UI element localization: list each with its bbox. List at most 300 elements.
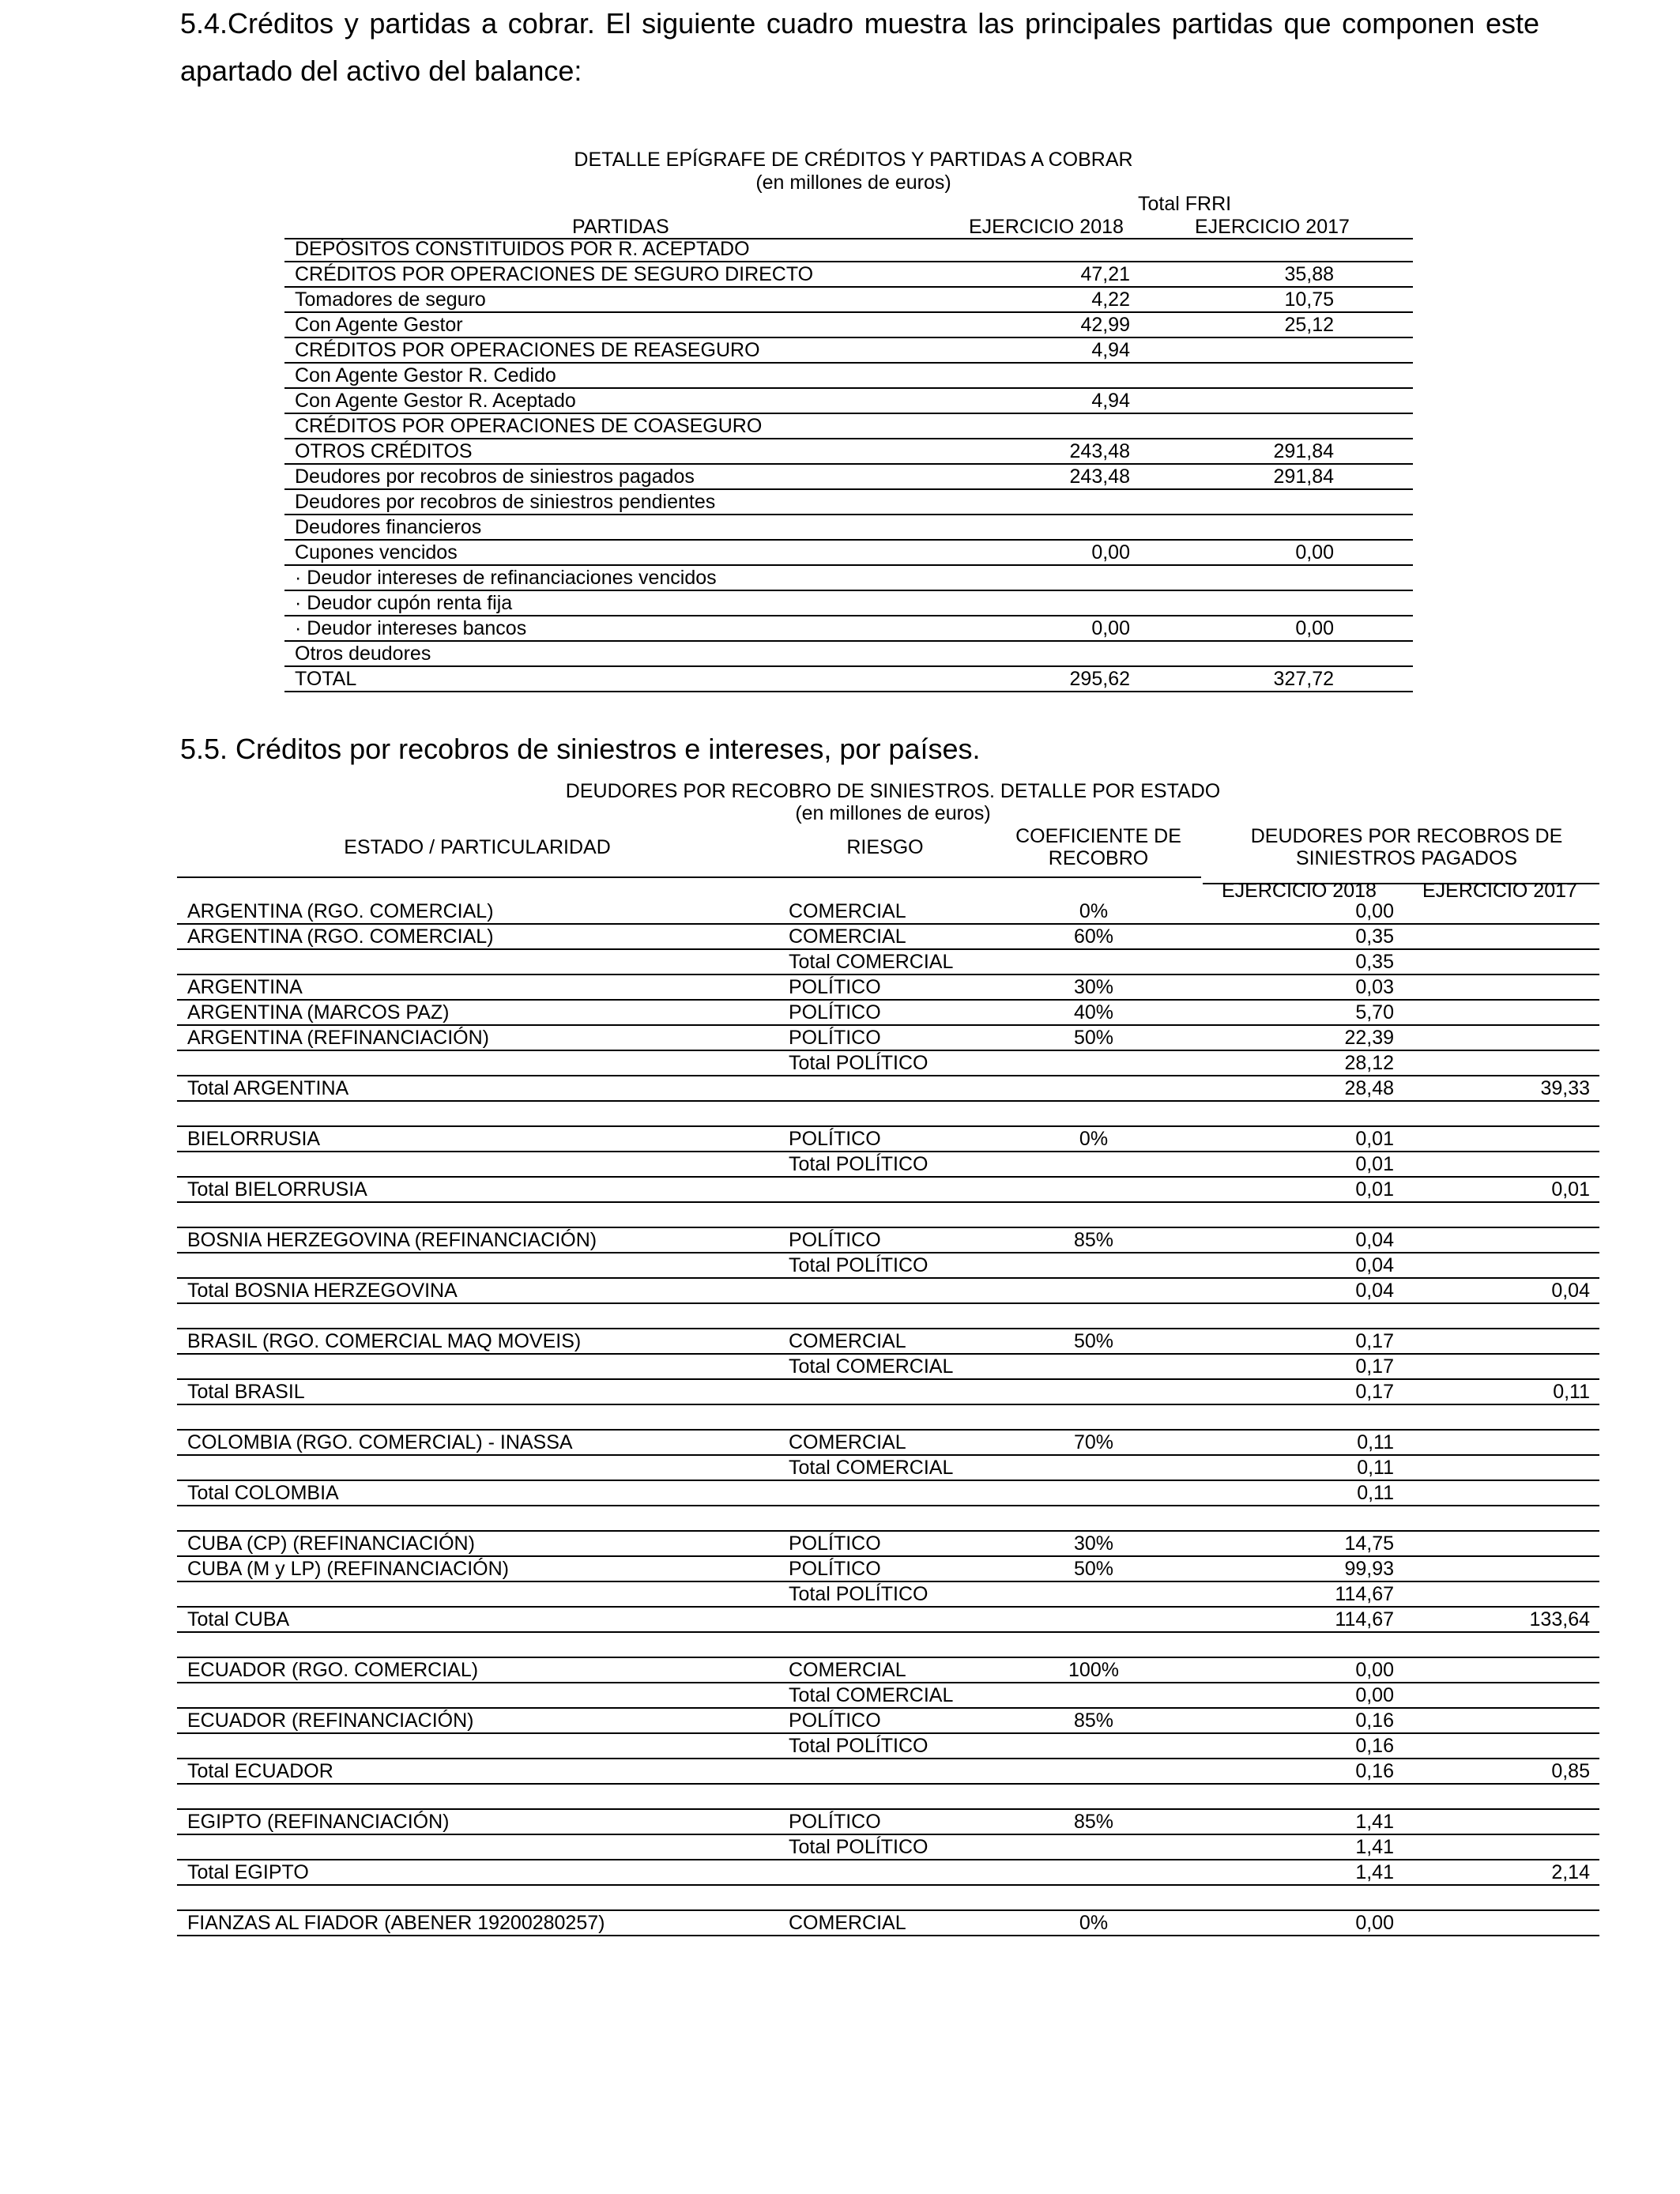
empty-cell [999, 1101, 1188, 1126]
estado-label: CUBA (M y LP) (REFINANCIACIÓN) [177, 1556, 781, 1581]
ejercicio-2017-value: 39,33 [1426, 1076, 1599, 1101]
table-row [177, 1531, 1599, 1556]
riesgo-label: POLÍTICO [781, 1708, 999, 1733]
estado-label: FIANZAS AL FIADOR (ABENER 19200280257) [177, 1910, 781, 1936]
ejercicio-2017-value: 2,14 [1426, 1860, 1599, 1885]
ejercicio-2018-value: 42,99 [972, 312, 1241, 337]
empty-cell [1188, 1101, 1426, 1126]
table-row [284, 616, 1413, 641]
ejercicio-2017-value: 291,84 [1241, 464, 1413, 489]
table1-title: DETALLE EPÍGRAFE DE CRÉDITOS Y PARTIDAS A COBRAR [574, 149, 1133, 171]
table2-subtitle: (en millones de euros) [795, 802, 991, 824]
ejercicio-2018-value: 0,16 [1188, 1759, 1426, 1784]
section-5-4-heading: 5.4.Créditos y partidas a cobrar. El siguiente cuadro muestra las principales partidas que componen este apartado del activo del balance: [180, 7, 1539, 87]
ejercicio-2018-value: 4,94 [972, 388, 1241, 413]
riesgo-label: Total POLÍTICO [781, 1581, 999, 1607]
ejercicio-2017-value [1426, 1834, 1599, 1860]
table-row [177, 899, 1599, 924]
ejercicio-2017-value [1426, 899, 1599, 924]
coeficiente-value: 85% [999, 1708, 1188, 1733]
table-row [177, 1683, 1599, 1708]
empty-cell [177, 1404, 781, 1430]
coeficiente-value [999, 1354, 1188, 1379]
deudores-table [177, 899, 1599, 1936]
ejercicio-2017-value [1426, 1430, 1599, 1455]
empty-cell [999, 1202, 1188, 1227]
riesgo-label: Total POLÍTICO [781, 1050, 999, 1076]
table-row [284, 565, 1413, 590]
table-row [284, 540, 1413, 565]
riesgo-label [781, 1278, 999, 1303]
riesgo-label: POLÍTICO [781, 1126, 999, 1152]
riesgo-label: COMERCIAL [781, 924, 999, 949]
empty-cell [1426, 1101, 1599, 1126]
table-row [284, 237, 1413, 262]
riesgo-label: Total COMERCIAL [781, 1683, 999, 1708]
estado-label [177, 949, 781, 974]
empty-cell [1188, 1885, 1426, 1910]
table-row [177, 1050, 1599, 1076]
coeficiente-value: 30% [999, 974, 1188, 1000]
ejercicio-2017-value [1426, 1581, 1599, 1607]
riesgo-label: COMERCIAL [781, 1329, 999, 1354]
estado-label: EGIPTO (REFINANCIACIÓN) [177, 1809, 781, 1834]
partida-label: Deudores financieros [284, 515, 972, 540]
riesgo-label [781, 1177, 999, 1202]
partida-label: Otros deudores [284, 641, 972, 666]
coeficiente-value: 100% [999, 1657, 1188, 1683]
ejercicio-2018-value: 0,04 [1188, 1253, 1426, 1278]
empty-cell [1426, 1303, 1599, 1329]
table-row [177, 1759, 1599, 1784]
coeficiente-value [999, 1253, 1188, 1278]
ejercicio-2017-value [1426, 1683, 1599, 1708]
estado-label [177, 1253, 781, 1278]
table-row [284, 666, 1413, 692]
estado-label: Total CUBA [177, 1607, 781, 1632]
empty-cell [1188, 1404, 1426, 1430]
table-row [284, 439, 1413, 464]
coeficiente-value [999, 1152, 1188, 1177]
ejercicio-2018-value: 243,48 [972, 464, 1241, 489]
estado-label [177, 1683, 781, 1708]
empty-cell [999, 1404, 1188, 1430]
estado-label: Total ECUADOR [177, 1759, 781, 1784]
ejercicio-2018-value: 0,16 [1188, 1733, 1426, 1759]
coeficiente-value: 30% [999, 1531, 1188, 1556]
ejercicio-2018-value: 14,75 [1188, 1531, 1426, 1556]
riesgo-label: POLÍTICO [781, 1531, 999, 1556]
estado-label: Total COLOMBIA [177, 1480, 781, 1506]
section-5-5-heading: 5.5. Créditos por recobros de siniestros e intereses, por países. [180, 733, 981, 765]
empty-cell [1426, 1404, 1599, 1430]
table-row [284, 413, 1413, 439]
empty-cell [781, 1404, 999, 1430]
ejercicio-2017-value [1241, 363, 1413, 388]
ejercicio-2018-value: 1,41 [1188, 1860, 1426, 1885]
table2-col-estado: ESTADO / PARTICULARIDAD [344, 836, 611, 858]
ejercicio-2017-value [1241, 388, 1413, 413]
ejercicio-2017-value: 291,84 [1241, 439, 1413, 464]
riesgo-label [781, 1076, 999, 1101]
coeficiente-value: 0% [999, 1910, 1188, 1936]
coeficiente-value [999, 1278, 1188, 1303]
partida-label: CRÉDITOS POR OPERACIONES DE COASEGURO [284, 413, 972, 439]
table-row [177, 1076, 1599, 1101]
empty-cell [177, 1784, 781, 1809]
ejercicio-2018-value: 295,62 [972, 666, 1241, 692]
empty-cell [781, 1632, 999, 1657]
coeficiente-value [999, 1480, 1188, 1506]
coeficiente-value: 60% [999, 924, 1188, 949]
ejercicio-2017-value [1426, 974, 1599, 1000]
ejercicio-2017-value [1426, 1050, 1599, 1076]
ejercicio-2018-value: 114,67 [1188, 1607, 1426, 1632]
estado-label [177, 1354, 781, 1379]
spacer-row [177, 1202, 1599, 1227]
ejercicio-2017-value [1426, 1354, 1599, 1379]
table-row [284, 287, 1413, 312]
spacer-row [177, 1303, 1599, 1329]
empty-cell [1188, 1632, 1426, 1657]
spacer-row [177, 1784, 1599, 1809]
ejercicio-2018-value: 1,41 [1188, 1834, 1426, 1860]
ejercicio-2017-value [1426, 1809, 1599, 1834]
table2-col-2018: EJERCICIO 2018 [1222, 880, 1377, 902]
table1-subtitle: (en millones de euros) [755, 172, 951, 194]
partida-label: CRÉDITOS POR OPERACIONES DE SEGURO DIRECTO [284, 262, 972, 287]
empty-cell [1188, 1784, 1426, 1809]
ejercicio-2017-value: 0,01 [1426, 1177, 1599, 1202]
riesgo-label [781, 1860, 999, 1885]
spacer-row [177, 1101, 1599, 1126]
partida-label: Deudores por recobros de siniestros pagados [284, 464, 972, 489]
coeficiente-value [999, 1076, 1188, 1101]
ejercicio-2017-value: 25,12 [1241, 312, 1413, 337]
ejercicio-2018-value: 0,00 [1188, 1657, 1426, 1683]
coeficiente-value: 0% [999, 899, 1188, 924]
ejercicio-2017-value [1426, 1531, 1599, 1556]
empty-cell [781, 1202, 999, 1227]
ejercicio-2017-value: 0,85 [1426, 1759, 1599, 1784]
estado-label: ARGENTINA (RGO. COMERCIAL) [177, 924, 781, 949]
ejercicio-2018-value: 4,22 [972, 287, 1241, 312]
empty-cell [177, 1303, 781, 1329]
empty-cell [177, 1506, 781, 1531]
riesgo-label: COMERCIAL [781, 1657, 999, 1683]
riesgo-label: Total POLÍTICO [781, 1253, 999, 1278]
ejercicio-2017-value [1426, 1253, 1599, 1278]
table-row [177, 1708, 1599, 1733]
ejercicio-2017-value: 35,88 [1241, 262, 1413, 287]
ejercicio-2018-value [972, 237, 1241, 262]
table-row [177, 924, 1599, 949]
empty-cell [999, 1784, 1188, 1809]
ejercicio-2018-value: 0,16 [1188, 1708, 1426, 1733]
estado-label: BRASIL (RGO. COMERCIAL MAQ MOVEIS) [177, 1329, 781, 1354]
ejercicio-2017-value: 0,00 [1241, 616, 1413, 641]
partida-label: DEPÓSITOS CONSTITUIDOS POR R. ACEPTADO [284, 237, 972, 262]
empty-cell [999, 1303, 1188, 1329]
table1-group-header: Total FRRI [1138, 193, 1232, 215]
ejercicio-2018-value: 28,48 [1188, 1076, 1426, 1101]
empty-cell [999, 1885, 1188, 1910]
table-row [177, 1379, 1599, 1404]
table2-col-riesgo: RIESGO [846, 836, 924, 858]
table-row [177, 1126, 1599, 1152]
spacer-row [177, 1632, 1599, 1657]
riesgo-label: POLÍTICO [781, 1227, 999, 1253]
table-row [177, 1480, 1599, 1506]
ejercicio-2018-value: 4,94 [972, 337, 1241, 363]
coeficiente-value [999, 1759, 1188, 1784]
empty-cell [177, 1632, 781, 1657]
ejercicio-2017-value [1241, 590, 1413, 616]
riesgo-label: POLÍTICO [781, 974, 999, 1000]
riesgo-label [781, 1379, 999, 1404]
ejercicio-2018-value: 0,11 [1188, 1430, 1426, 1455]
estado-label: Total EGIPTO [177, 1860, 781, 1885]
partida-label: · Deudor intereses de refinanciaciones vencidos [284, 565, 972, 590]
partida-label: Tomadores de seguro [284, 287, 972, 312]
riesgo-label: POLÍTICO [781, 1025, 999, 1050]
table-row [284, 464, 1413, 489]
table2-col-deudores: DEUDORES POR RECOBROS DE SINIESTROS PAGADOS [1250, 825, 1563, 869]
table-row [284, 312, 1413, 337]
empty-cell [1426, 1784, 1599, 1809]
estado-label: Total BIELORRUSIA [177, 1177, 781, 1202]
partida-label: OTROS CRÉDITOS [284, 439, 972, 464]
ejercicio-2018-value [972, 363, 1241, 388]
ejercicio-2017-value [1241, 515, 1413, 540]
riesgo-label: Total POLÍTICO [781, 1834, 999, 1860]
partida-label: CRÉDITOS POR OPERACIONES DE REASEGURO [284, 337, 972, 363]
ejercicio-2018-value: 243,48 [972, 439, 1241, 464]
riesgo-label: COMERCIAL [781, 1910, 999, 1936]
table-row [177, 974, 1599, 1000]
ejercicio-2017-value [1426, 1556, 1599, 1581]
ejercicio-2017-value [1241, 413, 1413, 439]
ejercicio-2018-value: 0,03 [1188, 974, 1426, 1000]
empty-cell [999, 1506, 1188, 1531]
riesgo-label: Total COMERCIAL [781, 1354, 999, 1379]
ejercicio-2018-value: 0,04 [1188, 1278, 1426, 1303]
table-row [177, 1657, 1599, 1683]
ejercicio-2017-value [1426, 1000, 1599, 1025]
riesgo-label [781, 1480, 999, 1506]
riesgo-label: COMERCIAL [781, 899, 999, 924]
table2-col-coeficiente: COEFICIENTE DE RECOBRO [1015, 825, 1181, 869]
empty-cell [1188, 1202, 1426, 1227]
ejercicio-2017-value [1426, 924, 1599, 949]
estado-label: Total ARGENTINA [177, 1076, 781, 1101]
partida-label: Cupones vencidos [284, 540, 972, 565]
table-row [177, 1354, 1599, 1379]
coeficiente-value: 40% [999, 1000, 1188, 1025]
coeficiente-value [999, 1379, 1188, 1404]
estado-label: Total BOSNIA HERZEGOVINA [177, 1278, 781, 1303]
coeficiente-value [999, 1607, 1188, 1632]
table-row [177, 949, 1599, 974]
coeficiente-value: 50% [999, 1556, 1188, 1581]
table-row [177, 1152, 1599, 1177]
riesgo-label: Total POLÍTICO [781, 1733, 999, 1759]
ejercicio-2018-value: 1,41 [1188, 1809, 1426, 1834]
ejercicio-2017-value [1426, 1455, 1599, 1480]
ejercicio-2018-value: 0,01 [1188, 1126, 1426, 1152]
table2-title: DEUDORES POR RECOBRO DE SINIESTROS. DETALLE POR ESTADO [565, 780, 1221, 802]
spacer-row [177, 1404, 1599, 1430]
ejercicio-2018-value [972, 641, 1241, 666]
ejercicio-2017-value [1426, 1126, 1599, 1152]
estado-label [177, 1733, 781, 1759]
riesgo-label [781, 1759, 999, 1784]
estado-label: ARGENTINA [177, 974, 781, 1000]
ejercicio-2018-value: 0,01 [1188, 1152, 1426, 1177]
table-row [284, 590, 1413, 616]
estado-label: ARGENTINA (MARCOS PAZ) [177, 1000, 781, 1025]
ejercicio-2018-value: 0,00 [972, 540, 1241, 565]
table-row [177, 1177, 1599, 1202]
coeficiente-value [999, 1733, 1188, 1759]
ejercicio-2018-value: 99,93 [1188, 1556, 1426, 1581]
table-row [177, 1809, 1599, 1834]
riesgo-label: COMERCIAL [781, 1430, 999, 1455]
ejercicio-2018-value: 0,35 [1188, 949, 1426, 974]
empty-cell [1188, 1506, 1426, 1531]
estado-label: BOSNIA HERZEGOVINA (REFINANCIACIÓN) [177, 1227, 781, 1253]
table-row [177, 1860, 1599, 1885]
empty-cell [781, 1885, 999, 1910]
empty-cell [1188, 1303, 1426, 1329]
ejercicio-2018-value: 0,11 [1188, 1480, 1426, 1506]
table-row [177, 1430, 1599, 1455]
empty-cell [781, 1506, 999, 1531]
riesgo-label: Total COMERCIAL [781, 949, 999, 974]
ejercicio-2018-value: 0,04 [1188, 1227, 1426, 1253]
ejercicio-2017-value [1241, 337, 1413, 363]
coeficiente-value [999, 1177, 1188, 1202]
estado-label: ECUADOR (REFINANCIACIÓN) [177, 1708, 781, 1733]
partida-label: Con Agente Gestor R. Aceptado [284, 388, 972, 413]
empty-cell [781, 1784, 999, 1809]
estado-label [177, 1455, 781, 1480]
table-row [284, 337, 1413, 363]
coeficiente-value [999, 1050, 1188, 1076]
table-row [177, 1834, 1599, 1860]
ejercicio-2018-value: 0,17 [1188, 1379, 1426, 1404]
ejercicio-2018-value [972, 565, 1241, 590]
ejercicio-2018-value: 47,21 [972, 262, 1241, 287]
estado-label: COLOMBIA (RGO. COMERCIAL) - INASSA [177, 1430, 781, 1455]
coeficiente-value [999, 1683, 1188, 1708]
table-row [177, 1733, 1599, 1759]
estado-label: ARGENTINA (REFINANCIACIÓN) [177, 1025, 781, 1050]
partida-label: · Deudor cupón renta fija [284, 590, 972, 616]
riesgo-label: Total POLÍTICO [781, 1152, 999, 1177]
ejercicio-2017-value: 327,72 [1241, 666, 1413, 692]
table-row [284, 489, 1413, 515]
partida-label: TOTAL [284, 666, 972, 692]
ejercicio-2017-value: 0,11 [1426, 1379, 1599, 1404]
ejercicio-2017-value [1241, 489, 1413, 515]
ejercicio-2017-value [1426, 1152, 1599, 1177]
empty-cell [1426, 1202, 1599, 1227]
ejercicio-2017-value [1241, 565, 1413, 590]
estado-label: ECUADOR (RGO. COMERCIAL) [177, 1657, 781, 1683]
ejercicio-2017-value [1426, 1227, 1599, 1253]
coeficiente-value: 85% [999, 1809, 1188, 1834]
ejercicio-2017-value [1426, 1733, 1599, 1759]
coeficiente-value [999, 1581, 1188, 1607]
table1-col-partidas: PARTIDAS [572, 216, 669, 238]
riesgo-label: Total COMERCIAL [781, 1455, 999, 1480]
coeficiente-value [999, 1860, 1188, 1885]
table-row [177, 1278, 1599, 1303]
empty-cell [177, 1101, 781, 1126]
ejercicio-2018-value: 28,12 [1188, 1050, 1426, 1076]
table-row [284, 262, 1413, 287]
table-row [177, 1910, 1599, 1936]
table-row [177, 1025, 1599, 1050]
riesgo-label [781, 1607, 999, 1632]
riesgo-label: POLÍTICO [781, 1556, 999, 1581]
coeficiente-value: 0% [999, 1126, 1188, 1152]
coeficiente-value: 85% [999, 1227, 1188, 1253]
ejercicio-2018-value: 0,00 [1188, 899, 1426, 924]
table-row [177, 1581, 1599, 1607]
empty-cell [1426, 1885, 1599, 1910]
empty-cell [1426, 1506, 1599, 1531]
empty-cell [781, 1101, 999, 1126]
creditos-table [284, 237, 1413, 692]
ejercicio-2017-value [1426, 1910, 1599, 1936]
ejercicio-2017-value: 10,75 [1241, 287, 1413, 312]
ejercicio-2018-value [972, 413, 1241, 439]
empty-cell [781, 1303, 999, 1329]
ejercicio-2018-value: 0,17 [1188, 1354, 1426, 1379]
ejercicio-2017-value [1426, 1480, 1599, 1506]
empty-cell [1426, 1632, 1599, 1657]
ejercicio-2018-value: 114,67 [1188, 1581, 1426, 1607]
table-row [177, 1227, 1599, 1253]
empty-cell [999, 1632, 1188, 1657]
table-row [284, 515, 1413, 540]
ejercicio-2018-value: 0,11 [1188, 1455, 1426, 1480]
ejercicio-2018-value [972, 489, 1241, 515]
ejercicio-2017-value [1426, 1025, 1599, 1050]
ejercicio-2017-value [1426, 1329, 1599, 1354]
estado-label: CUBA (CP) (REFINANCIACIÓN) [177, 1531, 781, 1556]
estado-label [177, 1581, 781, 1607]
coeficiente-value: 70% [999, 1430, 1188, 1455]
estado-label [177, 1050, 781, 1076]
coeficiente-value [999, 1834, 1188, 1860]
estado-label [177, 1152, 781, 1177]
ejercicio-2018-value: 5,70 [1188, 1000, 1426, 1025]
ejercicio-2018-value: 0,35 [1188, 924, 1426, 949]
empty-cell [177, 1885, 781, 1910]
coeficiente-value: 50% [999, 1329, 1188, 1354]
ejercicio-2018-value: 0,00 [1188, 1910, 1426, 1936]
table1-col-2018: EJERCICIO 2018 [969, 216, 1124, 238]
ejercicio-2018-value: 0,00 [972, 616, 1241, 641]
table1-col-2017: EJERCICIO 2017 [1195, 216, 1350, 238]
table-row [177, 1607, 1599, 1632]
spacer-row [177, 1885, 1599, 1910]
riesgo-label: POLÍTICO [781, 1809, 999, 1834]
coeficiente-value [999, 949, 1188, 974]
